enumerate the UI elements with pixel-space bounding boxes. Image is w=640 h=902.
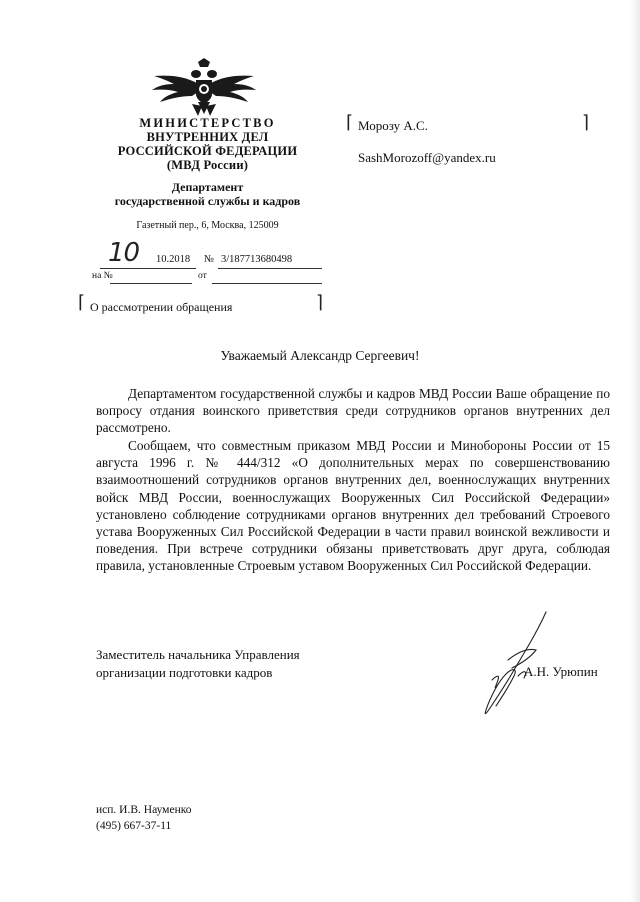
double-headed-eagle-emblem-icon bbox=[150, 58, 258, 120]
date-underline bbox=[100, 268, 196, 269]
ministry-name-line4: (МВД России) bbox=[166, 158, 249, 172]
reference-underline bbox=[110, 283, 192, 284]
subject-bracket-left: ⌈ bbox=[78, 292, 86, 313]
recipient-bracket-right: ⌉ bbox=[582, 112, 590, 133]
signer-position-line1: Заместитель начальника Управления bbox=[96, 647, 300, 662]
department-name-line1: Департамент bbox=[171, 180, 244, 194]
recipient-bracket-left: ⌈ bbox=[346, 112, 354, 133]
reference-label: на № bbox=[92, 271, 113, 281]
executor-name: исп. И.В. Науменко bbox=[96, 804, 192, 816]
handwritten-signature-icon bbox=[478, 610, 568, 720]
signer-name: А.Н. Урюпин bbox=[524, 664, 598, 679]
subject-bracket-right: ⌉ bbox=[316, 292, 324, 313]
body-paragraph-2: Сообщаем, что совместным приказом МВД России и Минобороны России от 15 августа 1996 г. № 444/312 «О дополнительных мерах по совершенствованию взаимоотношений сотрудников органов внутренних дел, военнослужащих внутренних войск МВД России, военнослужащих Вооруженных Сил Российской Федерации» установлено соблюдение сотрудниками органов внутренних дел требований Строевого устава Вооруженных Сил Российской Федерации в части правил воинской вежливости и поведения. При встрече сотрудники обязаны приветствовать друг друга, соблюдая правила, установленные Строевым уставом Вооруженных Сил Российской Федерации. bbox=[96, 438, 610, 574]
subject-line: О рассмотрении обращения bbox=[90, 300, 233, 314]
registration-number-label: № bbox=[204, 254, 215, 265]
handwritten-day: 10 bbox=[108, 238, 140, 268]
number-underline bbox=[218, 268, 322, 269]
ministry-name-line3: РОССИЙСКОЙ ФЕДЕРАЦИИ bbox=[117, 144, 298, 158]
signer-position-line2: организации подготовки кадров bbox=[96, 665, 273, 680]
ministry-name-line1: МИНИСТЕРСТВО bbox=[139, 116, 276, 130]
recipient-name: Морозу А.С. bbox=[358, 118, 428, 133]
from-label: от bbox=[198, 271, 207, 281]
from-underline bbox=[212, 283, 322, 284]
page-edge-shadow bbox=[630, 0, 640, 902]
ministry-name-line2: ВНУТРЕННИХ ДЕЛ bbox=[146, 130, 269, 144]
body-paragraph-1: Департаментом государственной службы и кадров МВД России Ваше обращение по вопросу отдания воинского приветствия среди сотрудников органов внутренних дел рассмотрено. bbox=[96, 386, 610, 436]
department-address: Газетный пер., 6, Москва, 125009 bbox=[136, 220, 279, 231]
recipient-email: SashMorozoff@yandex.ru bbox=[358, 150, 496, 165]
registration-number: 3/187713680498 bbox=[221, 254, 293, 265]
department-name-line2: государственной службы и кадров bbox=[114, 194, 301, 208]
executor-phone: (495) 667-37-11 bbox=[96, 820, 172, 832]
registration-date: 10.2018 bbox=[156, 254, 191, 265]
salutation: Уважаемый Александр Сергеевич! bbox=[220, 348, 420, 363]
